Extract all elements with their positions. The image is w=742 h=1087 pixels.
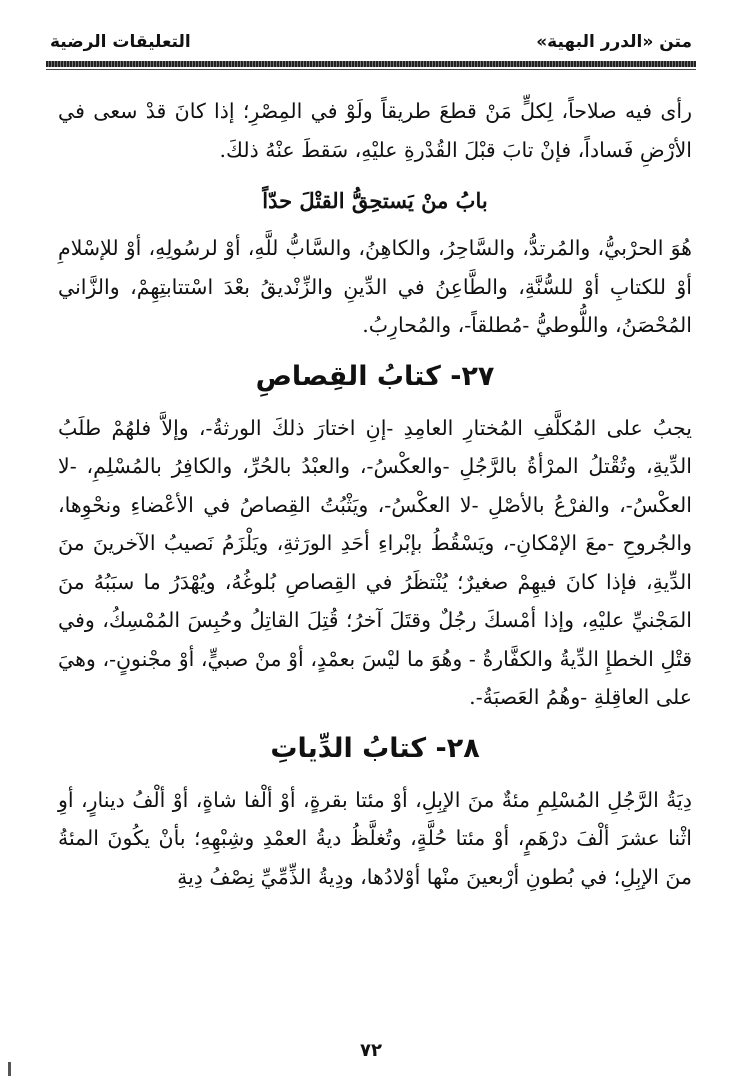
section-subheading: بابُ منْ يَستحِقُّ القتْلَ حدّاً [262,188,488,213]
header-rule-thin [46,69,696,70]
header-section-title: التعليقات الرضية [50,32,191,52]
page-body [58,92,692,896]
scan-mark [8,1062,11,1076]
chapter-heading-28: ٢٨- كتابُ الدِّياتِ [270,732,480,764]
paragraph-3: يجبُ على المُكلَّفِ المُختارِ العامِدِ -إنِ اختارَ ذلكَ الورثةُ-، وإلاَّ فلهُمْ طلَبُ الدِّيةِ، وتُقْتلُ المرْأةُ بالرَّجُلِ -والعكْسُ-، والعبْدُ بالحُرِّ، والكافِرُ بالمُسْلِمِ، -لا العكْسُ-، والفرْعُ بالأصْلِ -لا العكْسُ-، ويَثْبُتُ القِصاصُ في الأعْضاءِ ونحْوِها، والجُروحِ -معَ الإمْكانِ-، ويَسْقُطُ بإبْراءِ أحَدِ الورَثةِ، ويَلْزَمُ نَصيبُ الآخرينَ منَ الدِّيةِ، فإذا كانَ فيهِمْ صغيرٌ؛ يُنْتظَرُ في القِصاصِ بُلوغُهُ، ويُهْدَرُ ما سبَبُهُ منَ المَجْنيِّ عليْهِ، وإذا أمْسكَ رجُلٌ وقتَلَ آخرُ؛ قُتِلَ القاتِلُ وحُبِسَ المُمْسِكُ، وفي قتْلِ الخطإِ الدِّيةُ والكفَّارةُ - وهُوَ ما ليْسَ بعمْدٍ، أوْ منْ صبيٍّ، أوْ مجْنونٍ-، وهيَ على العاقِلةِ -وهُمُ العَصبَةُ-. [58,415,692,709]
paragraph-2: هُوَ الحرْبيُّ، والمُرتدُّ، والسَّاحِرُ، والكاهِنُ، والسَّابُّ للَّهِ، أوْ لرسُولِهِ، أوْ للإسْلامِ أوْ للكتابِ أوْ للسُّنَّةِ، والطَّاعِنُ في الدِّينِ والزِّنْديقُ بعْدَ اسْتتابتِهِمْ، والزَّاني المُحْصَنُ، واللُّوطيُّ -مُطلقاً-، والمُحارِبُ. [58,236,692,337]
page-number: ٧٢ [360,1040,382,1061]
header-rule [46,61,696,67]
paragraph-4: دِيَةُ الرَّجُلِ المُسْلِمِ مئةٌ منَ الإبِلِ، أوْ مئتا بقرةٍ، أوْ ألْفا شاةٍ، أوْ ألْفُ دينارٍ، أوِ اثْنا عشرَ ألْفَ درْهَمٍ، أوْ مئتا حُلَّةٍ، وتُغلَّظُ ديةُ العمْدِ وشِبْهِهِ؛ بأنْ يكُونَ المئةُ منَ الإبِلِ؛ في بُطونِ أرْبعينَ منْها أوْلادُها، ودِيةُ الذِّمِّيِّ نِصْفُ دِيةِ [58,787,692,889]
chapter-heading-27: ٢٧- كتابُ القِصاصِ [255,360,495,392]
paragraph-1: رأى فيه صلاحاً، لِكلٍّ مَنْ قطعَ طريقاً ولَوْ في المِصْرِ؛ إذا كانَ قدْ سعى في الأرْضِ فَساداً، فإنْ تابَ قبْلَ القُدْرةِ عليْهِ، سَقطَ عنْهُ ذلكَ. [58,99,692,162]
running-header [50,22,692,62]
header-book-title: متن «الدرر البهية» [536,32,692,52]
